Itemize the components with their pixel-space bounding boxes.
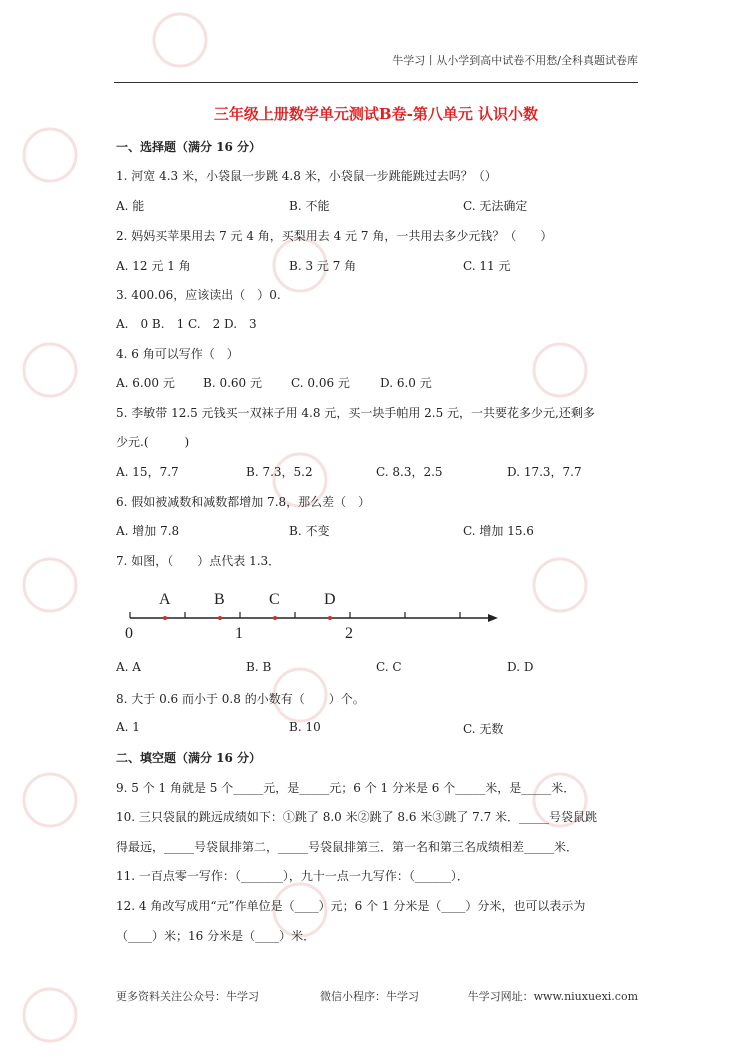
fill-question-9: 9. 5 个 1 角就是 5 个_____元，是_____元；6 个 1 分米是 6 个_____米，是_____米．	[116, 781, 576, 795]
section-title-choice: 一、选择题（满分 16 分）	[116, 140, 262, 154]
question-4: 4. 6 角可以写作（ ）	[116, 347, 239, 361]
option-4b: B. 0.60 元	[203, 376, 262, 390]
tick-label-0: 0	[125, 625, 133, 642]
point-label-b: B	[214, 591, 225, 608]
question-7: 7. 如图，（ ）点代表 1.3．	[116, 554, 281, 568]
option-3: A. 0 B. 1 C. 2 D. 3	[116, 317, 257, 331]
option-1a: A. 能	[116, 199, 145, 213]
footer-left: 更多资料关注公众号：牛学习	[116, 990, 259, 1003]
option-7a: A. A	[116, 660, 141, 674]
option-6b: B. 不变	[289, 524, 330, 538]
tick-label-2: 2	[345, 625, 353, 642]
question-2: 2. 妈妈买苹果用去 7 元 4 角，买梨用去 4 元 7 角，一共用去多少元钱？（ ）	[116, 229, 553, 243]
fill-question-10-cont: 得最远，_____号袋鼠排第二，_____号袋鼠排第三．第一名和第三名成绩相差_____米．	[116, 840, 579, 854]
section-title-fill: 二、填空题（满分 16 分）	[116, 751, 262, 765]
option-5d: D. 17.3，7.7	[507, 465, 582, 479]
footer-right-link[interactable]: 牛学习网址：www.niuxuexi.com	[467, 990, 638, 1003]
fill-question-10: 10. 三只袋鼠的跳远成绩如下：①跳了 8.0 米②跳了 8.6 米③跳了 7.7 米．_____号袋鼠跳	[116, 810, 598, 824]
question-5: 5. 李敏带 12.5 元钱买一双袜子用 4.8 元，买一块手帕用 2.5 元，一共要花多少元,还剩多	[116, 406, 595, 420]
option-6a: A. 增加 7.8	[116, 524, 180, 538]
option-8b: B. 10	[289, 720, 321, 734]
fill-question-12: 12. 4 角改写成用“元”作单位是（____）元；6 个 1 分米是（____）分米，也可以表示为	[116, 899, 586, 913]
fill-question-12-cont: （____）米；16 分米是（____）米．	[116, 929, 316, 943]
question-1: 1. 河宽 4.3 米，小袋鼠一步跳 4.8 米，小袋鼠一步跳能跳过去吗？（）	[116, 169, 497, 183]
point-a	[163, 616, 167, 620]
option-5a: A. 15，7.7	[116, 465, 179, 479]
point-b	[218, 616, 222, 620]
fill-question-11: 11. 一百点零一写作：（_______），九十一点一九写作：（______）．	[116, 869, 469, 883]
point-label-c: C	[269, 591, 280, 608]
question-8: 8. 大于 0.6 而小于 0.8 的小数有（ ）个。	[116, 692, 365, 706]
point-label-a: A	[159, 591, 171, 608]
option-1c: C. 无法确定	[463, 199, 528, 213]
option-7c: C. C	[376, 660, 402, 674]
question-6: 6. 假如被减数和减数都增加 7.8，那么差（ ）	[116, 495, 371, 509]
tick-label-1: 1	[235, 625, 243, 642]
point-c	[273, 616, 277, 620]
option-4a: A. 6.00 元	[116, 376, 175, 390]
number-line-arrow	[488, 614, 498, 622]
option-8c: C. 无数	[463, 722, 504, 736]
option-2b: B. 3 元 7 角	[289, 259, 357, 273]
header-text: 牛学习丨从小学到高中试卷不用愁/全科真题试卷库	[392, 54, 638, 67]
number-line-figure	[120, 585, 510, 645]
point-d	[328, 616, 332, 620]
question-3: 3. 400.06，应该读出（ ）0.	[116, 288, 281, 302]
option-8a: A. 1	[116, 720, 140, 734]
option-1b: B. 不能	[289, 199, 330, 213]
option-4c: C. 0.06 元	[291, 376, 350, 390]
point-label-d: D	[324, 591, 336, 608]
option-7d: D. D	[507, 660, 534, 674]
footer-center: 微信小程序：牛学习	[320, 990, 419, 1003]
option-2c: C. 11 元	[463, 259, 511, 273]
header-divider	[114, 82, 638, 83]
option-5b: B. 7.3，5.2	[246, 465, 313, 479]
page-title: 三年级上册数学单元测试B卷-第八单元 认识小数	[213, 105, 539, 123]
option-2a: A. 12 元 1 角	[116, 259, 191, 273]
question-5-cont: 少元.( )	[116, 435, 190, 449]
option-4d: D. 6.0 元	[380, 376, 432, 390]
option-7b: B. B	[246, 660, 272, 674]
option-5c: C. 8.3，2.5	[376, 465, 443, 479]
option-6c: C. 增加 15.6	[463, 524, 534, 538]
